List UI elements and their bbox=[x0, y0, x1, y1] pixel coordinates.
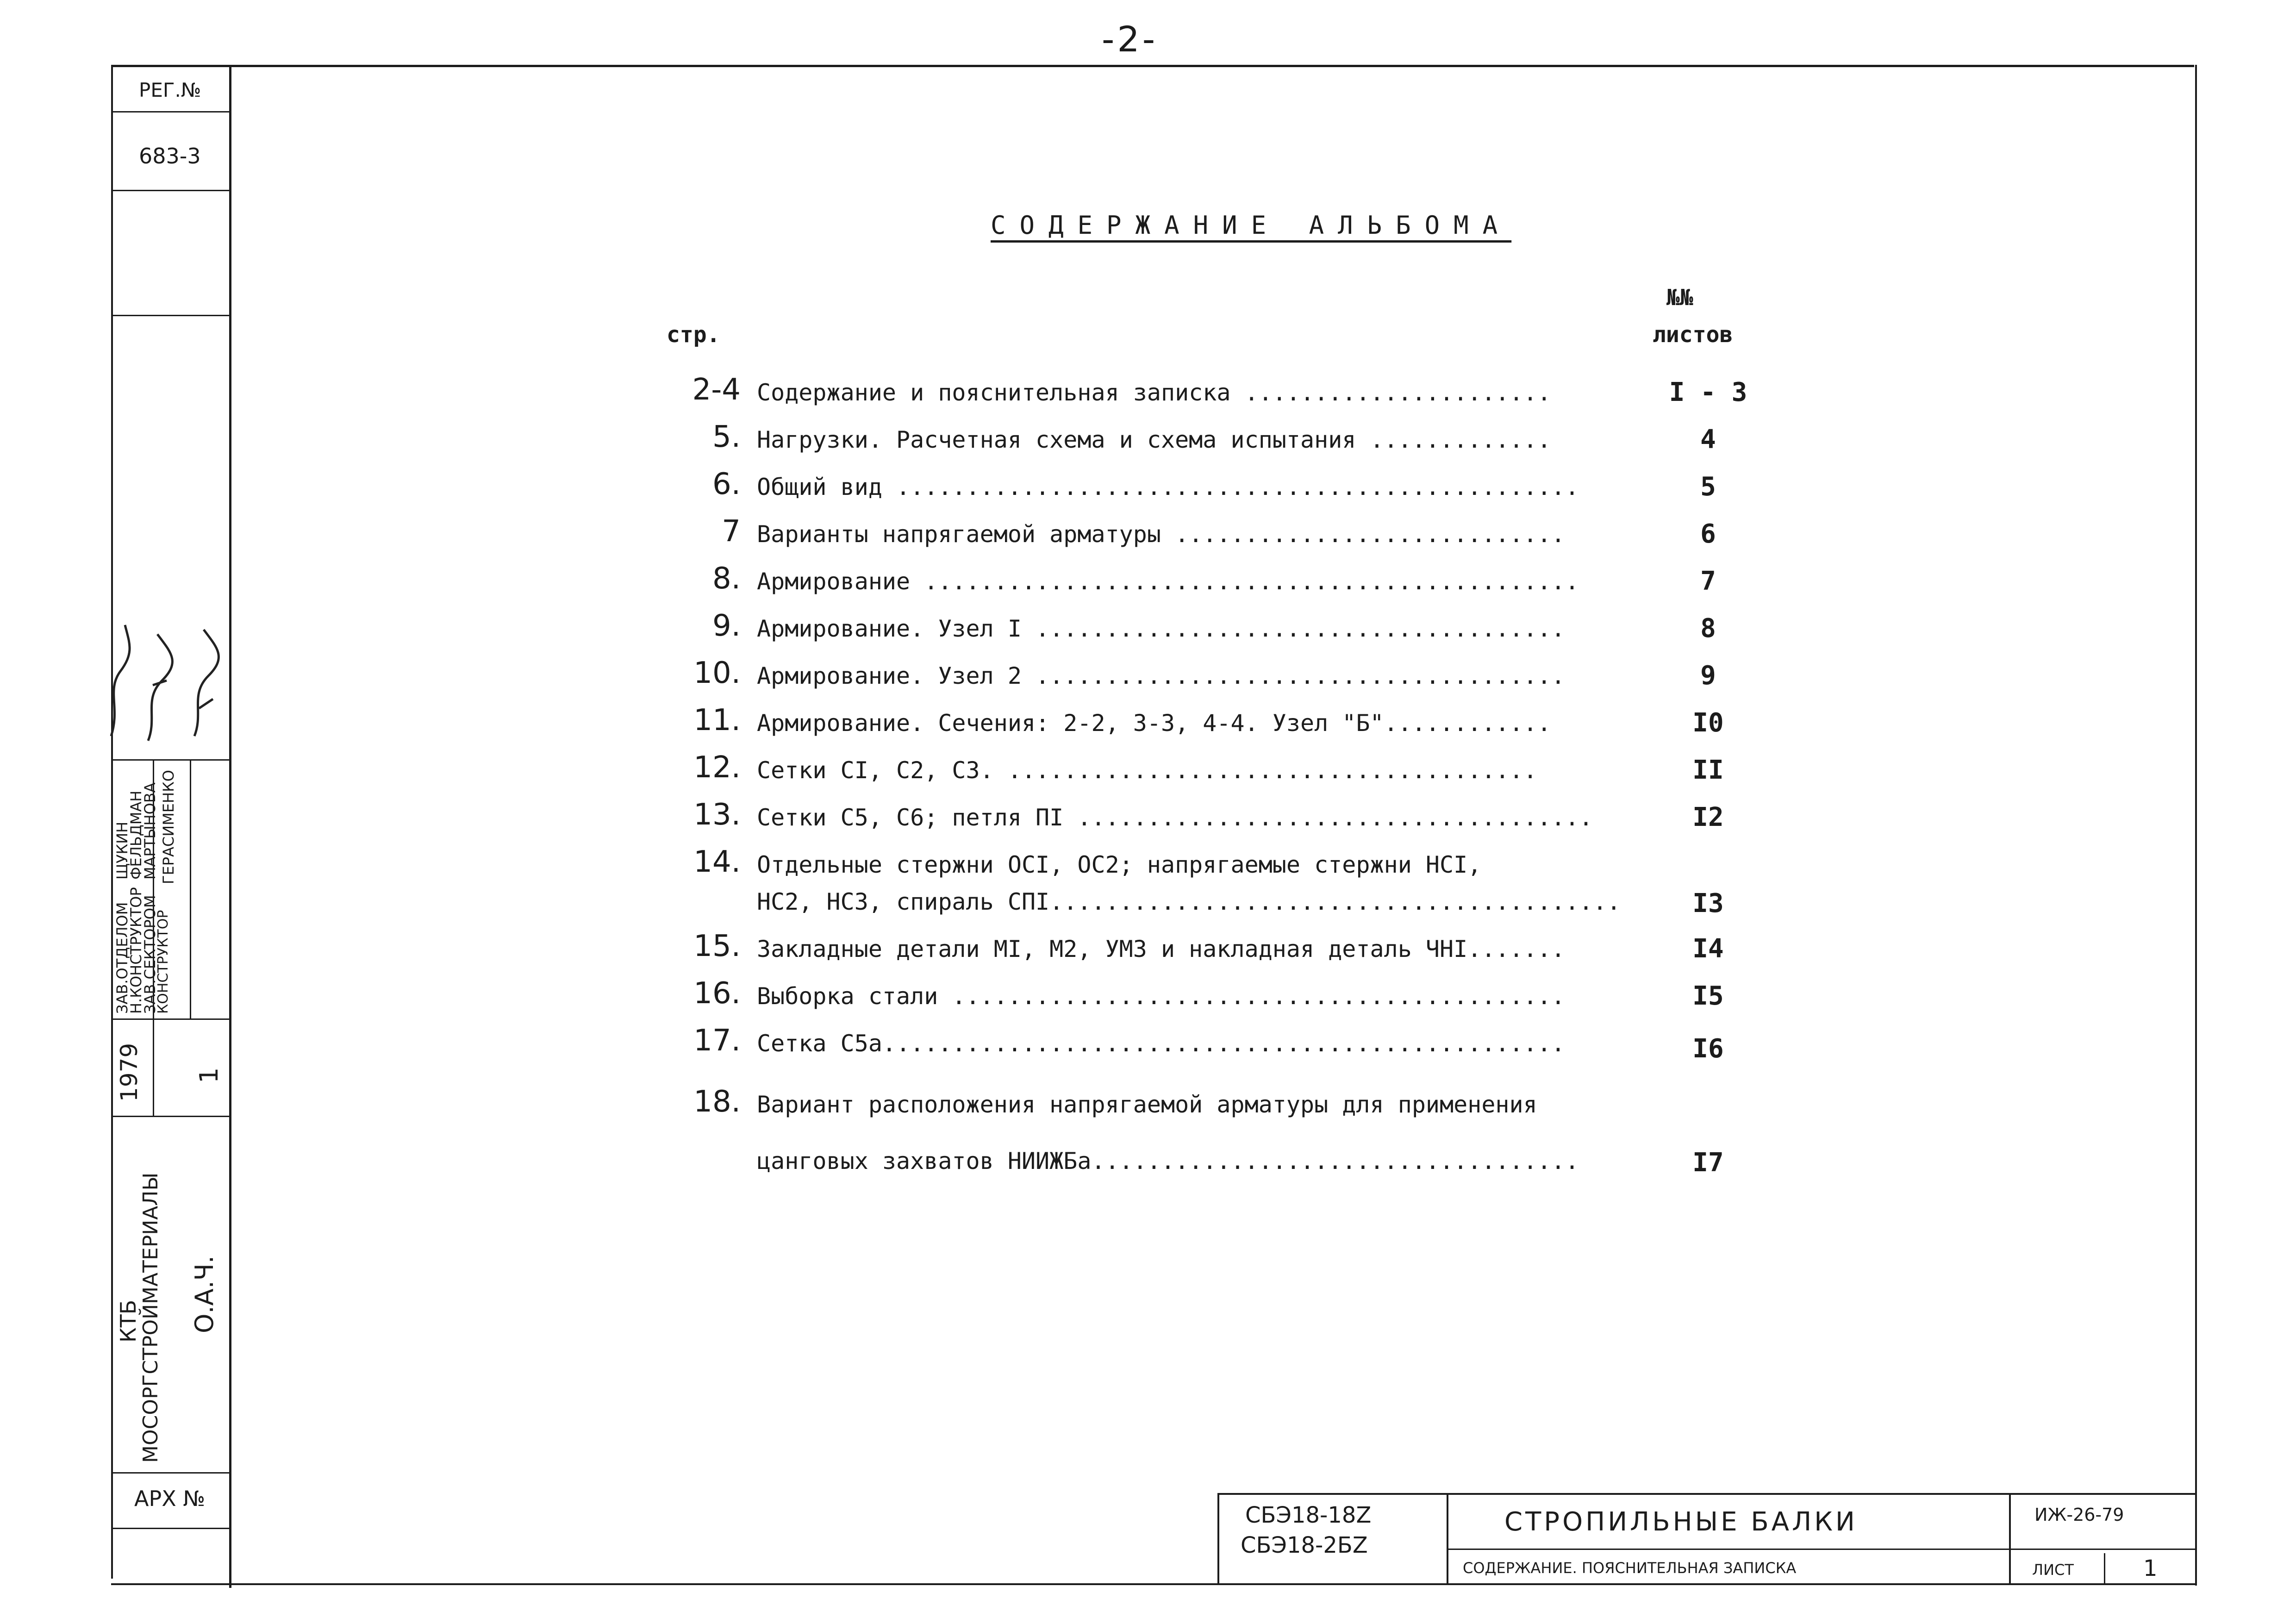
contents-row bbox=[657, 976, 1759, 1018]
side-divider bbox=[111, 315, 231, 316]
row-sheet: I - 3 bbox=[1669, 377, 1747, 407]
side-divider bbox=[111, 759, 231, 761]
contents-row bbox=[657, 562, 1759, 603]
row-sheet: I7 bbox=[1692, 1148, 1724, 1178]
contents-row bbox=[657, 373, 1759, 414]
row-title: Нагрузки. Расчетная схема и схема испытания ............. bbox=[757, 426, 1551, 453]
row-sheet: 5 bbox=[1700, 472, 1716, 502]
tb-div1 bbox=[1447, 1493, 1448, 1584]
frame-bottom bbox=[111, 1583, 2196, 1585]
name-4: ГЕРАСИМЕНКО bbox=[160, 770, 177, 884]
row-page: 6. bbox=[712, 467, 741, 501]
tb-sheet-div bbox=[2104, 1553, 2105, 1584]
row-title: Выборка стали ............................................ bbox=[757, 983, 1565, 1010]
tb-left bbox=[1217, 1493, 1219, 1584]
row-page: 14. bbox=[693, 845, 741, 879]
row-title: Армирование. Узел 2 ...................................... bbox=[757, 662, 1565, 689]
org-line2: МОСОРГСТРОЙМАТЕРИАЛЫ bbox=[139, 1172, 162, 1463]
side-divider bbox=[111, 1116, 231, 1117]
row-page: 10. bbox=[693, 656, 741, 690]
row-page: 7 bbox=[722, 514, 741, 549]
row-page: 2-4 bbox=[692, 373, 741, 407]
row-page: 16. bbox=[693, 976, 741, 1011]
row-title: Сетка С5а................................................. bbox=[757, 1030, 1565, 1057]
row-title: Армирование. Узел I ...................................... bbox=[757, 615, 1565, 642]
row-sheet: I6 bbox=[1692, 1034, 1724, 1064]
page-number: -2- bbox=[1102, 19, 1158, 60]
sheet-mark: 1 bbox=[194, 1067, 224, 1083]
col-page-header: стр. bbox=[667, 322, 720, 348]
tb-sheet-label: ЛИСТ bbox=[2032, 1561, 2074, 1579]
tb-code-2: СБЭ18-2БZ bbox=[1241, 1532, 1368, 1558]
contents-title: СОДЕРЖАНИЕ АЛЬБОМА bbox=[991, 211, 1512, 240]
row-title: Отдельные стержни ОСI, ОС2; напрягаемые стержни НСI, bbox=[757, 851, 1482, 878]
row-page: 15. bbox=[693, 929, 741, 963]
contents-row bbox=[657, 514, 1759, 556]
col-sheets-header-2: листов bbox=[1653, 322, 1733, 348]
row-sheet: II bbox=[1692, 755, 1724, 785]
tb-doc-code: ИЖ-26-79 bbox=[2034, 1505, 2124, 1525]
tb-subtitle: СОДЕРЖАНИЕ. ПОЯСНИТЕЛЬНАЯ ЗАПИСКА bbox=[1463, 1559, 1797, 1577]
row-title: Вариант расположения напрягаемой арматуры для применения bbox=[757, 1091, 1537, 1118]
name-3: МАРТЫНОВА bbox=[141, 782, 159, 880]
row-sheet: I2 bbox=[1692, 802, 1724, 832]
side-col-divider bbox=[190, 759, 191, 1018]
tb-div2 bbox=[2009, 1493, 2011, 1584]
frame-left-inner bbox=[229, 65, 231, 1588]
row-page: 18. bbox=[693, 1085, 741, 1119]
row-page: 17. bbox=[693, 1024, 741, 1058]
contents-row bbox=[657, 845, 1759, 924]
tb-code-1: СБЭ18-18Z bbox=[1245, 1502, 1372, 1528]
row-title: Сетки С5, С6; петля ПI ..................................... bbox=[757, 804, 1593, 831]
org-code: О.А.Ч. bbox=[190, 1255, 219, 1333]
signatures-image bbox=[93, 616, 231, 750]
contents-row bbox=[657, 609, 1759, 650]
year: 1979 bbox=[116, 1043, 143, 1102]
row-title: Варианты напрягаемой арматуры ............................ bbox=[757, 521, 1565, 548]
contents-row bbox=[657, 420, 1759, 462]
side-divider bbox=[111, 111, 231, 112]
side-divider bbox=[111, 1018, 231, 1020]
row-sheet: 9 bbox=[1700, 661, 1716, 691]
role-1: ЗАВ.ОТДЕЛОМ bbox=[113, 902, 131, 1014]
row-sheet: 8 bbox=[1700, 613, 1716, 643]
tb-top bbox=[1217, 1493, 2196, 1495]
row-title: Закладные детали МI, М2, УМ3 и накладная деталь ЧНI....... bbox=[757, 936, 1565, 962]
row-sheet: 4 bbox=[1700, 425, 1716, 455]
row-sheet: I5 bbox=[1692, 981, 1724, 1011]
row-sheet: I0 bbox=[1692, 708, 1724, 738]
row-title: Армирование. Сечения: 2-2, 3-3, 4-4. Узел "Б"............ bbox=[757, 710, 1551, 737]
row-title: Армирование ............................................... bbox=[757, 568, 1579, 595]
contents-row bbox=[657, 656, 1759, 698]
arch-label: АРХ № bbox=[134, 1486, 206, 1511]
row-sheet: I3 bbox=[1692, 888, 1724, 918]
contents-row bbox=[657, 929, 1759, 971]
frame-left-outer bbox=[111, 65, 113, 1579]
contents-row bbox=[657, 798, 1759, 839]
row-page: 8. bbox=[712, 562, 741, 596]
side-divider bbox=[111, 190, 231, 191]
name-1: ЩУКИН bbox=[113, 821, 131, 880]
reg-number: 683-3 bbox=[139, 144, 201, 169]
side-divider bbox=[111, 1528, 231, 1529]
row-title: Общий вид ................................................. bbox=[757, 474, 1579, 500]
row-title: Сетки СI, С2, С3. ...................................... bbox=[757, 757, 1537, 784]
row-title-cont: цанговых захватов НИИЖБа................................... bbox=[757, 1148, 1579, 1174]
frame-right bbox=[2195, 65, 2197, 1586]
contents-row bbox=[657, 467, 1759, 509]
role-3: ЗАВ.СЕКТОРОМ bbox=[141, 895, 159, 1014]
col-sheets-header-1: №№ bbox=[1666, 285, 1693, 311]
name-2: ФЕЛЬДМАН bbox=[127, 790, 145, 880]
row-sheet: 7 bbox=[1700, 566, 1716, 596]
row-title: Содержание и пояснительная записка ...................... bbox=[757, 379, 1551, 406]
row-sheet: 6 bbox=[1700, 519, 1716, 549]
role-2: Н.КОНСТРУКТОР bbox=[127, 887, 145, 1014]
frame-top bbox=[111, 65, 2194, 67]
tb-mid bbox=[1447, 1549, 2196, 1550]
contents-row bbox=[657, 1085, 1759, 1182]
contents-row bbox=[657, 1024, 1759, 1065]
row-title-cont: НС2, НС3, спираль СПI......................................... bbox=[757, 888, 1621, 915]
row-page: 12. bbox=[693, 750, 741, 785]
row-page: 11. bbox=[693, 703, 741, 737]
row-page: 5. bbox=[712, 420, 741, 454]
tb-name: СТРОПИЛЬНЫЕ БАЛКИ bbox=[1504, 1507, 1858, 1537]
org-line1: КТБ bbox=[116, 1299, 141, 1343]
row-sheet: I4 bbox=[1692, 934, 1724, 964]
tb-sheet-no: 1 bbox=[2143, 1555, 2158, 1581]
side-divider bbox=[111, 1472, 231, 1474]
contents-row bbox=[657, 750, 1759, 792]
role-4: КОНСТРУКТОР bbox=[155, 910, 171, 1014]
reg-label: РЕГ.№ bbox=[139, 79, 201, 101]
row-page: 9. bbox=[712, 609, 741, 643]
contents-row bbox=[657, 703, 1759, 745]
row-page: 13. bbox=[693, 798, 741, 832]
